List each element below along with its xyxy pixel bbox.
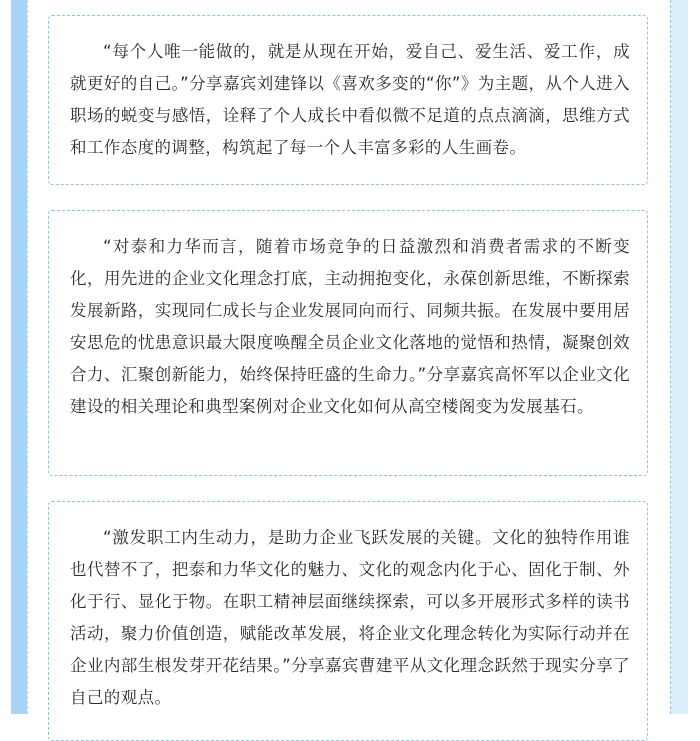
quote-card-cao-jianping — [48, 501, 648, 741]
quote-paragraph: “每个人唯一能做的，就是从现在开始，爱自己、爱生活、爱工作，成就更好的自己。”分享嘉宾刘建锋以《喜欢多变的“你”》为主题，从个人进入职场的蜕变与感悟，诠释了个人成长中看似微不足道的点点滴滴，思维方式和工作态度的调整，构筑起了每一个人丰富多彩的人生画卷。 — [70, 42, 630, 157]
left-decorative-strip — [11, 0, 27, 714]
right-decorative-strip — [671, 0, 688, 714]
quote-paragraph: “激发职工内生动力，是助力企业飞跃发展的关键。文化的独特作用谁也代替不了，把泰和力华文化的魅力、文化的观念内化于心、固化于制、外化于行、显化于物。在职工精神层面继续探索，可以多开展形式多样的读书活动，聚力价值创造，赋能改革发展，将企业文化理念转化为实际行动并在企业内部生根发芽开花结果。”分享嘉宾曹建平从文化理念跃然于现实分享了自己的观点。 — [70, 528, 630, 707]
quote-paragraph: “对泰和力华而言，随着市场竞争的日益激烈和消费者需求的不断变化，用先进的企业文化理念打底，主动拥抱变化，永葆创新思维，不断探索发展新路，实现同仁成长与企业发展同向而行、同频共振。在发展中要用居安思危的忧患意识最大限度唤醒全员企业文化落地的觉悟和热情，凝聚创效合力、汇聚创新能力，始终保持旺盛的生命力。”分享嘉宾高怀军以企业文化建设的相关理论和典型案例对企业文化如何从高空楼阁变为发展基石。 — [70, 237, 630, 416]
quote-card-gao-huaijun — [48, 210, 648, 476]
left-dashed-divider — [27, 0, 28, 714]
quote-card-liu-jianfeng — [48, 15, 648, 185]
